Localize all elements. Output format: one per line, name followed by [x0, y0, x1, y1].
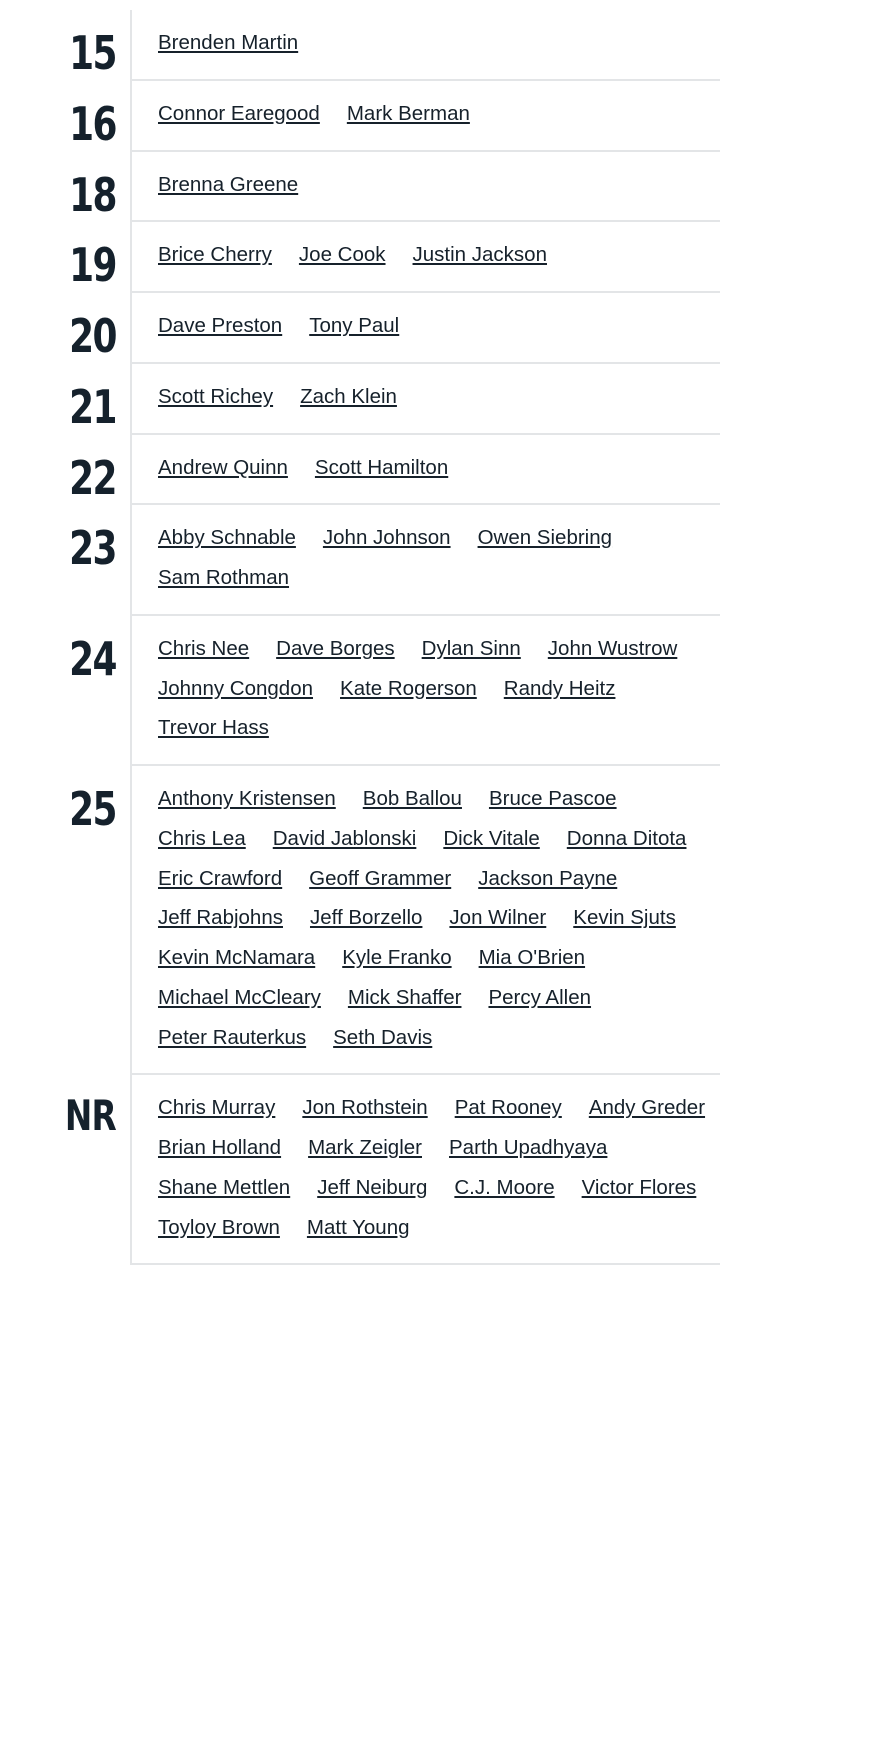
- voter-link[interactable]: Connor Earegood: [158, 101, 320, 125]
- voter-link[interactable]: Owen Siebring: [477, 526, 613, 550]
- voter-link[interactable]: Andy Greder: [588, 1096, 706, 1120]
- voter-link[interactable]: Johnny Congdon: [158, 676, 314, 700]
- voter-link[interactable]: Dave Borges: [276, 636, 395, 660]
- voter-list: [158, 382, 720, 413]
- voter-link[interactable]: Chris Lea: [158, 826, 246, 850]
- voter-link[interactable]: Parth Upadhyaya: [449, 1136, 608, 1159]
- voter-list: [158, 453, 720, 484]
- voter-link[interactable]: Shane Mettlen: [158, 1175, 291, 1199]
- rank-number: 25: [69, 782, 116, 836]
- voter-list: [158, 170, 720, 201]
- voter-link[interactable]: Chris Murray: [158, 1096, 276, 1120]
- voter-link[interactable]: Jackson Payne: [478, 866, 618, 890]
- rank-row: [0, 152, 883, 223]
- voter-link[interactable]: Zach Klein: [300, 384, 397, 408]
- voter-link[interactable]: Mick Shaffer: [347, 985, 462, 1009]
- voter-link[interactable]: C.J. Moore: [454, 1175, 555, 1199]
- voter-link[interactable]: Joe Cook: [298, 243, 386, 267]
- voter-link[interactable]: Scott Hamilton: [314, 455, 449, 479]
- rank-row: [0, 435, 883, 506]
- rank-number: 20: [69, 309, 116, 363]
- voter-link[interactable]: Kate Rogerson: [340, 676, 477, 700]
- voter-link[interactable]: Kyle Franko: [342, 946, 452, 969]
- voter-link[interactable]: Mark Berman: [346, 101, 470, 125]
- voter-cell: [130, 616, 720, 766]
- rank-row: [0, 505, 883, 616]
- voter-link[interactable]: Tony Paul: [309, 314, 400, 337]
- voter-link[interactable]: Dave Preston: [158, 314, 283, 337]
- voter-link[interactable]: Brenna Greene: [158, 172, 299, 196]
- voter-list: [158, 99, 720, 130]
- voter-link[interactable]: Kevin Sjuts: [573, 906, 676, 930]
- rank-row: [0, 1075, 883, 1265]
- voter-cell: [130, 766, 720, 1075]
- voter-cell: [130, 222, 720, 293]
- voter-list: [158, 523, 720, 594]
- voter-link[interactable]: Jeff Borzello: [309, 906, 423, 930]
- voter-list: [158, 1093, 720, 1243]
- voter-link[interactable]: Trevor Hass: [158, 716, 269, 740]
- voter-link[interactable]: Bruce Pascoe: [488, 787, 617, 810]
- voter-list: [158, 240, 720, 271]
- voter-link[interactable]: Chris Nee: [158, 636, 250, 660]
- rank-row: [0, 81, 883, 152]
- rank-number: 24: [69, 631, 116, 686]
- voter-link[interactable]: Scott Richey: [158, 384, 274, 408]
- voter-link[interactable]: Peter Rauterkus: [158, 1025, 307, 1049]
- rank-row: [0, 364, 883, 435]
- voter-link[interactable]: Dylan Sinn: [421, 636, 521, 660]
- voter-link[interactable]: Andrew Quinn: [158, 455, 288, 479]
- rank-number: 18: [69, 167, 116, 222]
- rank-number: 21: [69, 379, 116, 434]
- voter-link[interactable]: Matt Young: [306, 1215, 410, 1239]
- voter-link[interactable]: John Johnson: [322, 526, 451, 550]
- voter-cell: [130, 152, 720, 223]
- voter-link[interactable]: Donna Ditota: [566, 826, 687, 850]
- voter-link[interactable]: Michael McCleary: [158, 985, 321, 1009]
- voter-cell: [130, 364, 720, 435]
- voter-link[interactable]: Justin Jackson: [412, 243, 547, 267]
- voter-cell: [130, 1075, 720, 1265]
- voter-link[interactable]: Toyloy Brown: [158, 1215, 280, 1239]
- voter-cell: [130, 81, 720, 152]
- voter-link[interactable]: Pat Rooney: [454, 1096, 562, 1120]
- voter-cell: [130, 435, 720, 506]
- voter-list: [158, 784, 720, 1053]
- voter-link[interactable]: Percy Allen: [488, 985, 592, 1009]
- rank-row: [0, 222, 883, 293]
- voter-list: [158, 634, 720, 744]
- voter-link[interactable]: Mark Zeigler: [308, 1136, 422, 1159]
- rank-number: 23: [69, 521, 116, 576]
- voter-list: [158, 28, 720, 59]
- voter-link[interactable]: Brice Cherry: [158, 243, 272, 267]
- voter-link[interactable]: Mia O'Brien: [478, 946, 586, 969]
- voter-link[interactable]: Kevin McNamara: [158, 946, 316, 969]
- rank-row: [0, 766, 883, 1075]
- voter-list: [158, 311, 720, 342]
- voter-link[interactable]: Brian Holland: [158, 1136, 282, 1159]
- rank-number: 16: [69, 96, 116, 151]
- voter-cell: [130, 505, 720, 616]
- voter-link[interactable]: Jon Rothstein: [302, 1096, 428, 1120]
- rank-number: 19: [69, 238, 116, 293]
- rank-number: 15: [69, 26, 116, 80]
- voter-link[interactable]: Eric Crawford: [158, 866, 283, 890]
- voter-link[interactable]: Jeff Neiburg: [317, 1175, 428, 1199]
- voter-link[interactable]: Seth Davis: [333, 1025, 433, 1049]
- voter-link[interactable]: Brenden Martin: [158, 31, 299, 54]
- voter-link[interactable]: John Wustrow: [547, 636, 678, 660]
- voter-link[interactable]: Jon Wilner: [449, 906, 547, 930]
- voter-link[interactable]: Dick Vitale: [443, 826, 540, 850]
- rank-number: NR: [64, 1091, 116, 1141]
- voter-cell: [130, 293, 720, 364]
- voter-cell: [130, 10, 720, 81]
- voter-link[interactable]: Sam Rothman: [158, 566, 290, 589]
- voter-link[interactable]: Abby Schnable: [158, 526, 296, 550]
- voter-link[interactable]: David Jablonski: [272, 826, 417, 850]
- rank-row: [0, 293, 883, 364]
- voter-link[interactable]: Geoff Grammer: [309, 866, 452, 890]
- rank-number: 22: [69, 450, 116, 505]
- voter-link[interactable]: Randy Heitz: [503, 676, 616, 700]
- voter-link[interactable]: Jeff Rabjohns: [158, 906, 283, 930]
- voter-link[interactable]: Anthony Kristensen: [158, 787, 336, 810]
- voter-link[interactable]: Victor Flores: [581, 1175, 697, 1199]
- rank-row: [0, 10, 883, 81]
- rank-row: [0, 616, 883, 766]
- voter-link[interactable]: Bob Ballou: [362, 787, 462, 810]
